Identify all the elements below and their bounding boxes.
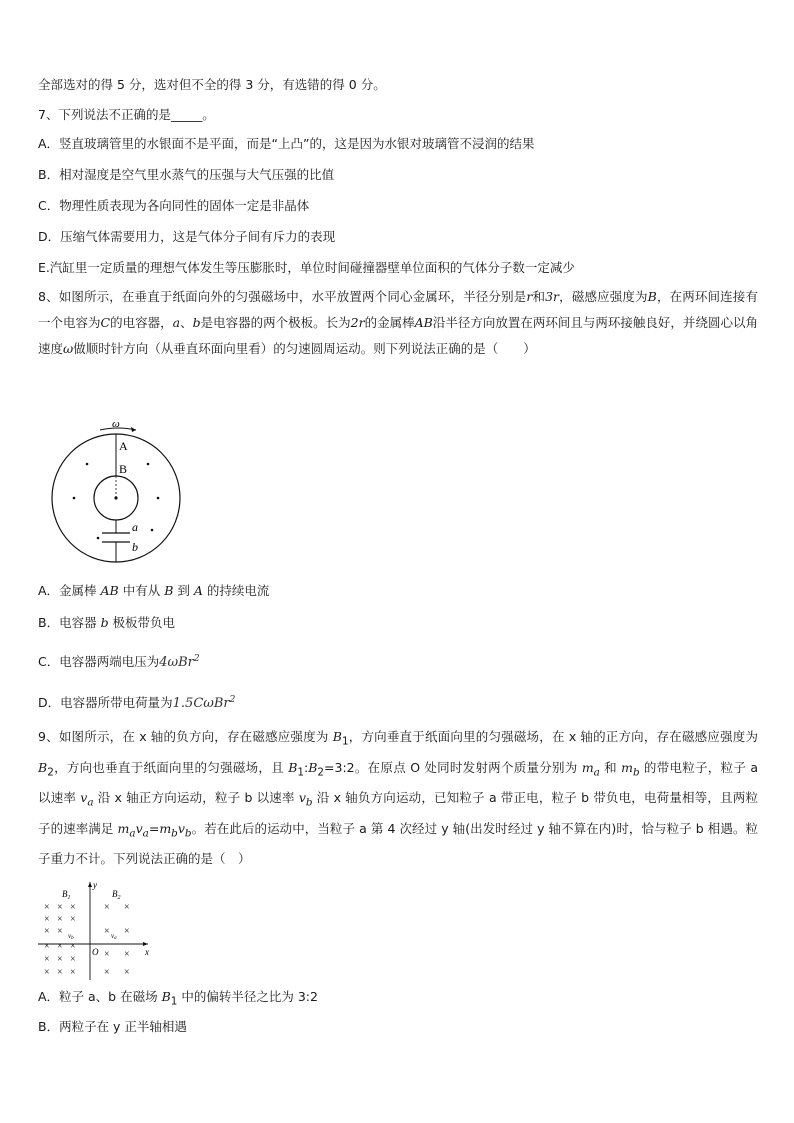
va-label: va xyxy=(111,932,117,941)
svg-text:×: × xyxy=(124,926,130,937)
svg-text:×: × xyxy=(70,967,76,978)
svg-text:×: × xyxy=(104,967,110,978)
svg-text:×: × xyxy=(44,967,50,978)
field-dot xyxy=(151,529,154,532)
y-axis-label: y xyxy=(93,880,97,890)
svg-text:×: × xyxy=(57,967,63,978)
q7-option-a: A．竖直玻璃管里的水银面不是平面，而是“上凸”的，这是因为水银对玻璃管不浸润的结果 xyxy=(38,136,535,151)
q8-option-c: C．电容器两端电压为4ωBr$^2$ xyxy=(38,654,200,671)
field-dot xyxy=(147,463,150,466)
svg-text:×: × xyxy=(44,926,50,937)
svg-text:×: × xyxy=(44,954,50,965)
q8-stem: 8、如图所示，在垂直于纸面向外的匀强磁场中，水平放置两个同心金属环，半径分别是r和3r，磁感应强度为B，在两环间连接有一个电容为C的电容器，a、b是电容器的两个极板。长为2r的金属棒AB沿半径方向放置在两环间且与两环接触良好，并绕圆心以角速度ω做顺时针方向（从垂直环面向里看）的匀速圆周运动。则下列说法正确的是（ ） xyxy=(38,289,758,356)
vb-label: vb xyxy=(68,932,74,941)
q9-option-b: B．两粒子在 y 正半轴相遇 xyxy=(38,1019,187,1034)
x-axis-label: x xyxy=(145,947,149,957)
plate-a-label: a xyxy=(132,520,138,534)
q8-option-a: A．金属棒 AB 中有从 B 到 A 的持续电流 xyxy=(38,583,270,598)
svg-text:×: × xyxy=(44,902,50,913)
b2-label: $B_2$ xyxy=(112,889,121,901)
svg-text:×: × xyxy=(124,967,130,978)
svg-text:×: × xyxy=(124,949,130,960)
q7-option-b: B．相对湿度是空气里水蒸气的压强与大气压强的比值 xyxy=(38,167,335,182)
svg-text:×: × xyxy=(70,902,76,913)
label-b-end: B xyxy=(119,462,128,476)
q9-option-a: A．粒子 a、b 在磁场 $B_1$ 中的偏转半径之比为 3:2 xyxy=(38,989,318,1008)
svg-text:×: × xyxy=(124,902,130,913)
svg-text:×: × xyxy=(57,954,63,965)
q9-field-diagram xyxy=(36,876,160,982)
center-dot xyxy=(114,496,117,499)
field-dot xyxy=(97,537,100,540)
svg-text:×: × xyxy=(70,941,76,952)
field-cross-marks-right xyxy=(104,902,130,978)
svg-text:×: × xyxy=(57,941,63,952)
svg-text:×: × xyxy=(44,914,50,925)
omega-label: ω xyxy=(112,418,120,430)
field-dot xyxy=(73,497,76,500)
field-dot xyxy=(86,463,89,466)
label-a-end: A xyxy=(119,439,128,453)
field-dot xyxy=(157,497,160,500)
svg-text:×: × xyxy=(57,926,63,937)
svg-text:×: × xyxy=(70,954,76,965)
y-axis-arrow xyxy=(88,882,92,887)
q7-option-c: C．物理性质表现为各向同性的固体一定是非晶体 xyxy=(38,198,310,213)
q9-stem: 9、如图所示，在 x 轴的负方向，存在磁感应强度为 $B_1$，方向垂直于纸面向里的匀强磁场，在 x 轴的正方向，存在磁感应强度为 $B_2$，方向也垂直于纸面向里的匀强磁场，且 $B_1:B_2=3:2$。在原点 O 处同时发射两个质量分别为 $m_a$ 和 $m_b$ 的带电粒子，粒子 a 以速率 $v_a$ 沿 x 轴正方向运动，粒子 b 以速率 $v_b$ 沿 x 轴负方向运动，已知粒子 a 带正电，粒子 b 带负电，电荷量相等，且两粒子的速率满足 $m_av_a=m_bv_b$。若在此后的运动中，当粒子 a 第 4 次经过 y 轴(出发时经过 y 轴不算在内)时，恰与粒子 b 相遇。粒子重力不计。下列说法正确的是（ ） xyxy=(38,729,758,866)
svg-text:×: × xyxy=(104,926,110,937)
svg-text:×: × xyxy=(104,949,110,960)
svg-text:×: × xyxy=(44,941,50,952)
section-intro: 全部选对的得 5 分，选对但不全的得 3 分，有选错的得 0 分。 xyxy=(38,77,386,92)
svg-text:×: × xyxy=(57,914,63,925)
q7-option-d: D．压缩气体需要用力，这是气体分子间有斥力的表现 xyxy=(38,229,336,244)
svg-text:×: × xyxy=(70,914,76,925)
origin-label: O xyxy=(92,947,99,957)
plate-b-label: b xyxy=(132,540,138,554)
q8-option-b: B．电容器 b 极板带负电 xyxy=(38,615,176,630)
q8-option-d: D．电容器所带电荷量为1.5CωBr$^2$ xyxy=(38,695,236,712)
q7-stem: 7、下列说法不正确的是_____。 xyxy=(38,107,215,122)
q7-option-e: E.汽缸里一定质量的理想气体发生等压膨胀时，单位时间碰撞器壁单位面积的气体分子数一定减少 xyxy=(38,260,575,275)
x-axis-arrow xyxy=(143,942,148,946)
b1-label: $B_1$ xyxy=(62,889,71,901)
svg-text:×: × xyxy=(57,902,63,913)
svg-text:×: × xyxy=(104,902,110,913)
q8-ring-diagram xyxy=(40,418,190,568)
